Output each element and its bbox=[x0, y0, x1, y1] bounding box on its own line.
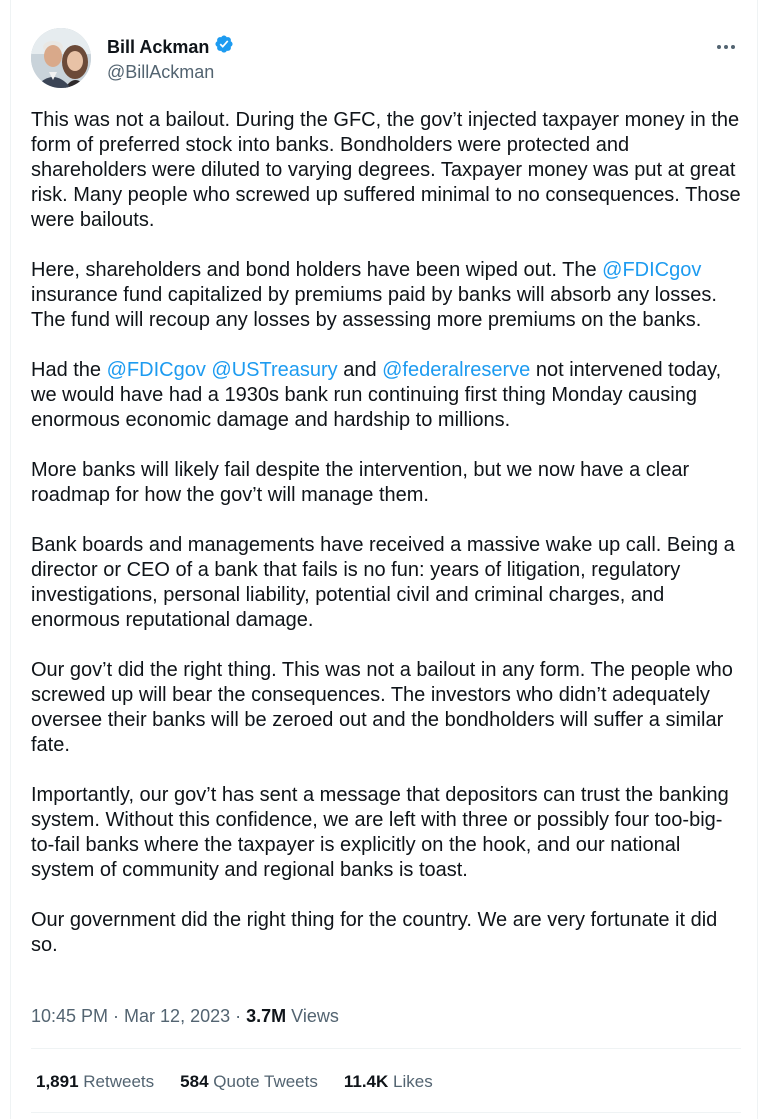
mention-link[interactable]: @USTreasury bbox=[211, 359, 338, 381]
meta-separator: · bbox=[230, 1006, 247, 1026]
name-row bbox=[107, 34, 234, 59]
tweet-text-segment: Our government did the right thing for the country. We are very fortunate it did so. bbox=[31, 909, 718, 956]
tweet-paragraph bbox=[31, 533, 743, 633]
tweet-card bbox=[10, 0, 758, 1119]
retweets-stat[interactable] bbox=[36, 1070, 154, 1094]
tweet-text-segment: This was not a bailout. During the GFC, the gov’t injected taxpayer money in the form of preferred stock into banks. Bondholders were protected and shareholders were diluted to varying degrees. Taxpayer money was put at great risk. Many people who screwed up suffered minimal to no consequences. Those were bailouts. bbox=[31, 109, 741, 231]
tweet-text-segment: insurance fund capitalized by premiums paid by banks will absorb any losses. The fund will recoup any losses by assessing more premiums on the banks. bbox=[31, 284, 717, 331]
stat-count: 584 bbox=[180, 1072, 209, 1091]
more-options-button[interactable] bbox=[711, 34, 741, 58]
stat-count: 11.4K bbox=[343, 1072, 389, 1091]
views-label: Views bbox=[291, 1006, 339, 1026]
tweet-text-segment: Here, shareholders and bond holders have been wiped out. The bbox=[31, 259, 603, 281]
tweet-header bbox=[31, 28, 741, 88]
tweet-text-segment: More banks will likely fail despite the intervention, but we now have a clear roadmap for how the gov’t will manage them. bbox=[31, 459, 690, 506]
mention-link[interactable]: @federalreserve bbox=[382, 359, 531, 381]
stat-label: Likes bbox=[393, 1072, 433, 1091]
tweet-paragraph bbox=[31, 783, 743, 883]
stat-label: Retweets bbox=[83, 1072, 155, 1091]
avatar[interactable] bbox=[31, 28, 91, 88]
tweet-paragraph bbox=[31, 458, 743, 508]
quote-tweets-stat[interactable] bbox=[180, 1070, 318, 1094]
tweet-paragraph bbox=[31, 358, 743, 433]
avatar-photo bbox=[31, 28, 91, 88]
verified-badge-icon bbox=[214, 34, 234, 59]
tweet-date[interactable]: Mar 12, 2023 bbox=[124, 1006, 231, 1026]
more-horizontal-icon bbox=[716, 37, 736, 55]
divider bbox=[31, 1048, 741, 1049]
tweet-paragraph bbox=[31, 258, 743, 333]
tweet-text-segment: Our gov’t did the right thing. This was not a bailout in any form. The people who screwed up will bear the consequences. The investors who didn’t adequately oversee their banks will be zeroed out and the bondholders will suffer a similar fate. bbox=[31, 659, 733, 756]
likes-stat[interactable] bbox=[344, 1070, 433, 1094]
author-handle[interactable]: @BillAckman bbox=[107, 62, 215, 82]
views-count: 3.7M bbox=[246, 1006, 287, 1026]
author-info bbox=[107, 34, 234, 83]
tweet-text-segment: not intervened today, we would have had a 1930s bank run continuing first thing Monday causing enormous economic damage and hardship to millions. bbox=[31, 359, 722, 431]
meta-separator: · bbox=[108, 1006, 125, 1026]
engagement-stats bbox=[36, 1070, 433, 1094]
tweet-time[interactable]: 10:45 PM bbox=[31, 1006, 109, 1026]
author-display-name[interactable]: Bill Ackman bbox=[107, 36, 210, 57]
tweet-meta bbox=[31, 1004, 339, 1028]
stat-label: Quote Tweets bbox=[213, 1072, 318, 1091]
mention-link[interactable]: @FDICgov bbox=[106, 359, 206, 381]
tweet-text-segment: Bank boards and managements have received a massive wake up call. Being a director or CEO of a bank that fails is no fun: years of litigation, regulatory investigations, personal liability, potential civil and criminal charges, and enormous reputational damage. bbox=[31, 534, 735, 631]
tweet-text bbox=[31, 108, 743, 958]
tweet-paragraph bbox=[31, 108, 743, 233]
tweet-text-segment: Had the bbox=[31, 359, 107, 381]
stat-count: 1,891 bbox=[36, 1072, 79, 1091]
tweet-text-segment: Importantly, our gov’t has sent a message that depositors can trust the banking system. Without this confidence, we are left with three or possibly four too-big-to-fail banks where the taxpayer is explicitly on the hook, and our national system of community and regional banks is toast. bbox=[31, 784, 729, 881]
tweet-paragraph bbox=[31, 658, 743, 758]
tweet-paragraph bbox=[31, 908, 743, 958]
mention-link[interactable]: @FDICgov bbox=[602, 259, 702, 281]
tweet-text-segment: and bbox=[337, 359, 383, 381]
divider bbox=[31, 1112, 741, 1113]
